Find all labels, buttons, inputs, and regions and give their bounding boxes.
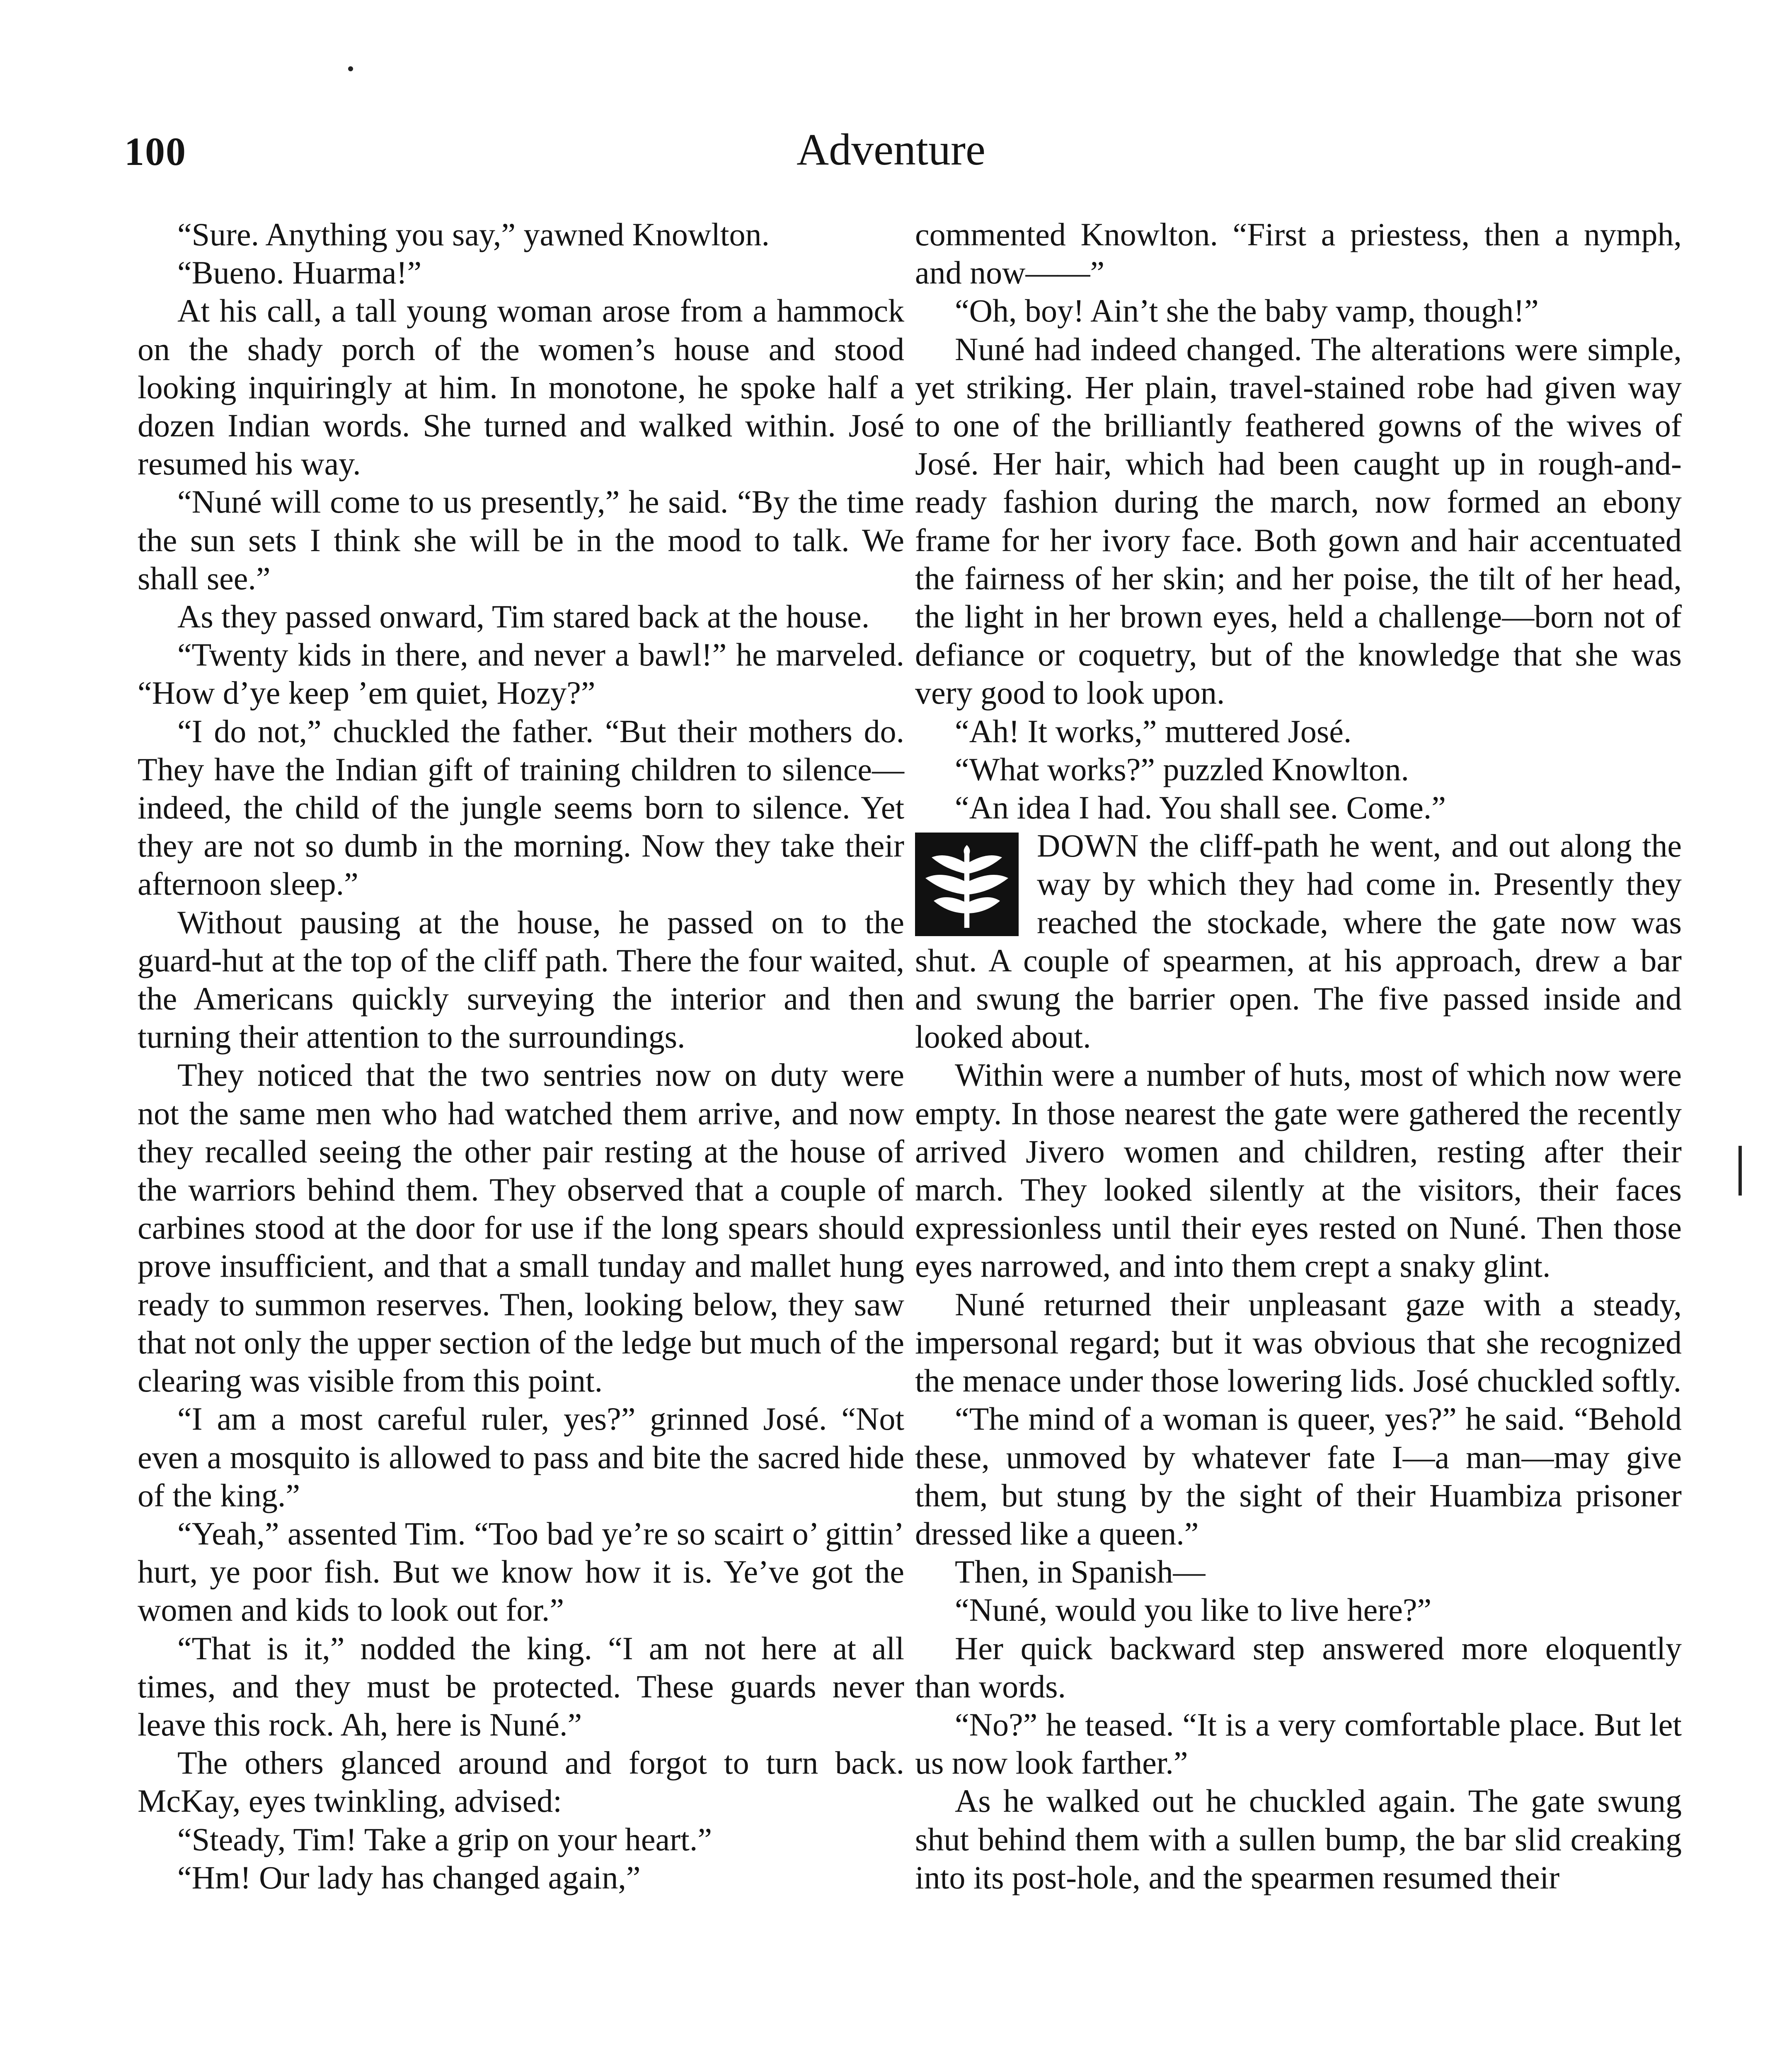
paragraph: “What works?” puzzled Knowlton.: [955, 751, 1409, 787]
paragraph: Nuné returned their unpleasant gaze with a steady, impersonal regard; but it was obvious that she recognized the menace under those lowering lids. José chuckled softly.: [915, 1286, 1682, 1399]
paragraph: “An idea I had. You shall see. Come.”: [955, 789, 1446, 826]
paragraph: Then, in Spanish—: [955, 1554, 1206, 1590]
paragraph: “Sure. Anything you say,” yawned Knowlton.: [177, 216, 770, 252]
running-title: Adventure: [797, 125, 985, 174]
left-column: [138, 215, 904, 1897]
leaf-ornament-icon: [915, 833, 1019, 936]
paragraph: “Nuné will come to us presently,” he said. “By the time the sun sets I think she will be in the mood to talk. We shall see.”: [138, 484, 904, 596]
paragraph: “Nuné, would you like to live here?”: [955, 1592, 1432, 1628]
paragraph: As he walked out he chuckled again. The gate swung shut behind them with a sullen bump, the bar slid creaking into its post-hole, and the spearmen resumed their: [915, 1783, 1682, 1895]
paragraph: The others glanced around and forgot to turn back. McKay, eyes twinkling, advised:: [138, 1745, 904, 1819]
top-speck: [348, 66, 353, 71]
paragraph: “Steady, Tim! Take a grip on your heart.”: [177, 1821, 712, 1857]
paragraph-continuation: commented Knowlton. “First a priestess, then a nymph, and now——”: [915, 216, 1682, 291]
paragraph: “Yeah,” assented Tim. “Too bad ye’re so scairt o’ gittin’ hurt, ye poor fish. But we know how it is. Ye’ve got the women and kids to look out for.”: [138, 1515, 904, 1628]
paragraph: “Ah! It works,” muttered José.: [955, 713, 1352, 749]
paragraph: “No?” he teased. “It is a very comfortable place. But let us now look farther.”: [915, 1706, 1682, 1781]
paragraph: As they passed onward, Tim stared back at the house.: [177, 598, 870, 635]
paragraph: “Bueno. Huarma!”: [177, 254, 422, 291]
section-lead-word: DOWN: [1037, 828, 1139, 864]
paragraph: They noticed that the two sentries now on duty were not the same men who had watched them arrive, and now they recalled seeing the other pair resting at the house of the warriors behind them. They observed that a couple of carbines stood at the door for use if the long spears should prove insufficient, and that a small tunday and mallet hung ready to summon reserves. Then, looking below, they saw that not only the upper section of the ledge but much of the clearing was visible from this point.: [138, 1057, 904, 1399]
paragraph: Within were a number of huts, most of which now were empty. In those nearest the gate were gathered the recently arrived Jivero women and children, resting after their march. They looked silently at the visitors, their faces expressionless until their eyes rested on Nuné. Then those eyes narrowed, and into them crept a snaky glint.: [915, 1057, 1682, 1284]
page-number: 100: [124, 129, 186, 174]
section-text: the cliff-path he went, and out along the way by which they had come in. Presently they reached the stockade, where the gate now was shut. A couple of spearmen, at his approach, drew a bar and swung the barrier open. The five passed inside and looked about.: [915, 828, 1682, 1055]
right-column: [915, 215, 1682, 1897]
margin-mark: [1738, 1146, 1742, 1196]
paragraph: “That is it,” nodded the king. “I am not here at all times, and they must be protected. These guards never leave this rock. Ah, here is Nuné.”: [138, 1630, 904, 1743]
page-header: [124, 116, 1658, 182]
paragraph: “Twenty kids in there, and never a bawl!” he marveled. “How d’ye keep ’em quiet, Hozy?”: [138, 637, 904, 711]
section-break-paragraph: [915, 827, 1682, 1056]
paragraph: “I am a most careful ruler, yes?” grinned José. “Not even a mosquito is allowed to pass and bite the sacred hide of the king.”: [138, 1401, 904, 1513]
paragraph: Her quick backward step answered more eloquently than words.: [915, 1630, 1682, 1704]
paragraph: Nuné had indeed changed. The alterations were simple, yet striking. Her plain, travel-stained robe had given way to one of the brilliantly feathered gowns of the wives of José. Her hair, which had been caught up in rough-and-ready fashion during the march, now formed an ebony frame for her ivory face. Both gown and hair accentuated the fairness of her skin; and her poise, the tilt of her head, the light in her brown eyes, held a challenge—born not of defiance or coquetry, but of the knowledge that she was very good to look upon.: [915, 331, 1682, 711]
paragraph: “Hm! Our lady has changed again,”: [177, 1859, 641, 1895]
paragraph: “I do not,” chuckled the father. “But their mothers do. They have the Indian gift of training children to silence—indeed, the child of the jungle seems born to silence. Yet they are not so dumb in the morning. Now they take their afternoon sleep.”: [138, 713, 904, 902]
paragraph: “Oh, boy! Ain’t she the baby vamp, though!”: [955, 293, 1539, 329]
paragraph: At his call, a tall young woman arose from a hammock on the shady porch of the women’s house and stood looking inquiringly at him. In monotone, he spoke half a dozen Indian words. She turned and walked within. José resumed his way.: [138, 293, 904, 482]
paragraph: Without pausing at the house, he passed on to the guard-hut at the top of the cliff path. There the four waited, the Americans quickly surveying the interior and then turning their attention to the surroundings.: [138, 904, 904, 1055]
paragraph: “The mind of a woman is queer, yes?” he said. “Behold these, unmoved by whatever fate I—a man—may give them, but stung by the sight of their Huambiza prisoner dressed like a queen.”: [915, 1401, 1682, 1552]
